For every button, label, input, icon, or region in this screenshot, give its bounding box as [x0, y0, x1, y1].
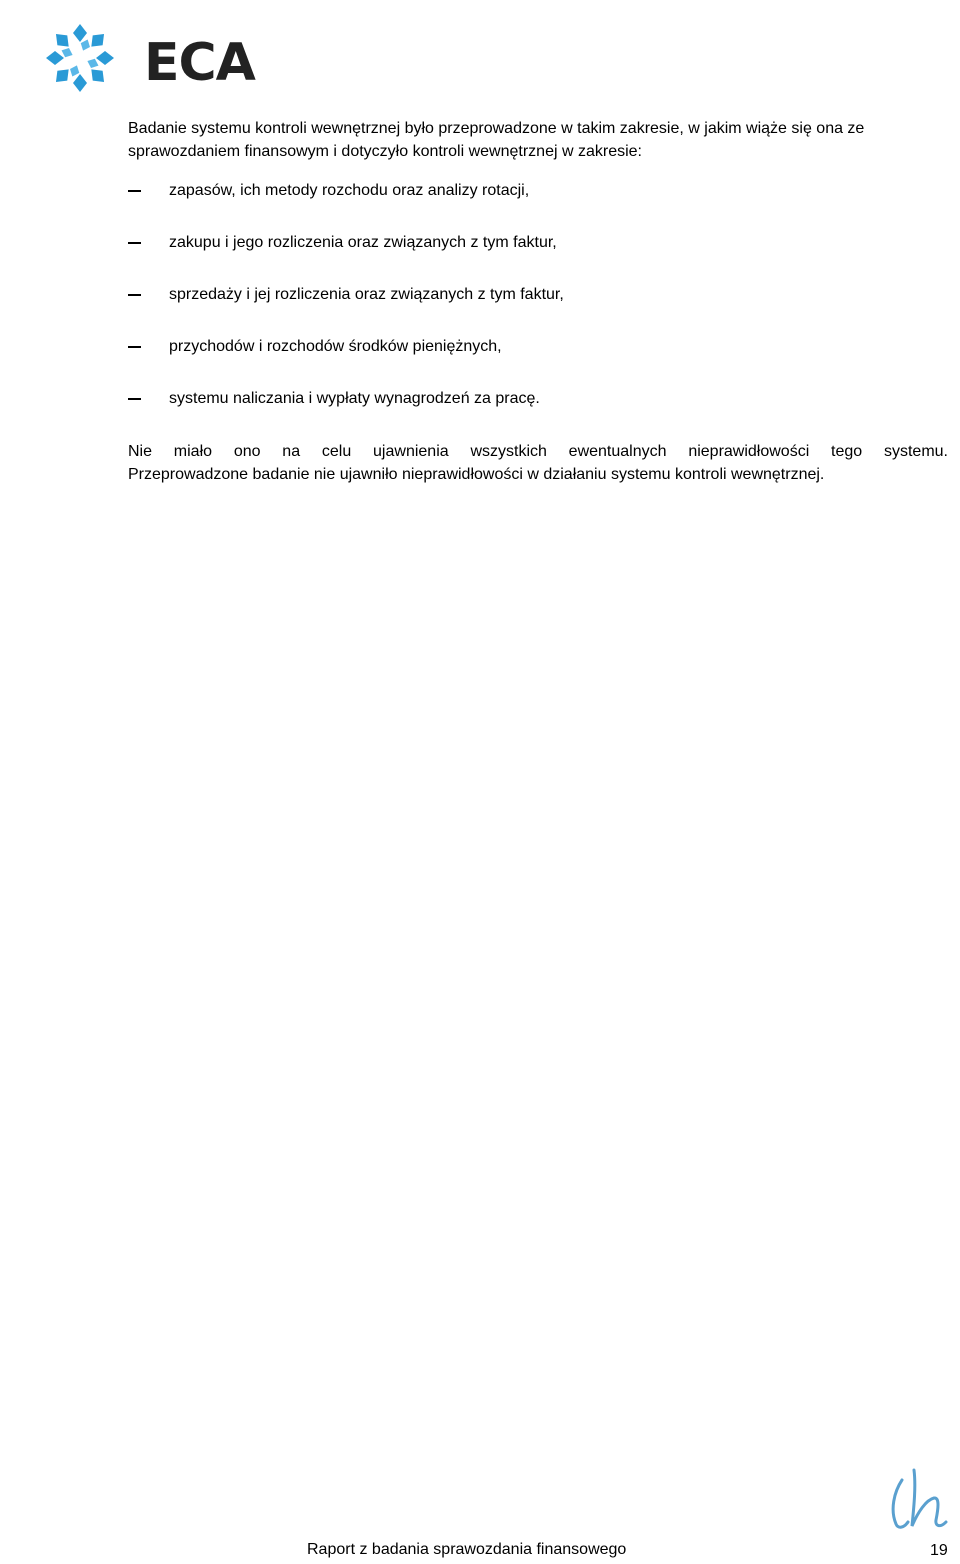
dash-bullet — [128, 190, 141, 192]
document-body — [128, 117, 948, 486]
list-item — [128, 335, 948, 387]
intro-paragraph: Badanie systemu kontroli wewnętrznej było przeprowadzone w takim zakresie, w jakim wiąże się ona ze sprawozdaniem finansowym i dotyczyło kontroli wewnętrznej w zakresie: — [128, 120, 865, 160]
conclusion-line-1: Nie miało ono na celu ujawnienia wszystkich ewentualnych nieprawidłowości tego systemu. — [128, 443, 948, 460]
list-item-text: systemu naliczania i wypłaty wynagrodzeń za pracę. — [169, 390, 540, 407]
dash-bullet — [128, 346, 141, 348]
conclusion-paragraph — [128, 440, 948, 486]
list-item-text: przychodów i rozchodów środków pieniężnych, — [169, 338, 502, 355]
list-item — [128, 179, 948, 231]
list-item — [128, 387, 948, 440]
footer-title: Raport z badania sprawozdania finansowego — [307, 1541, 627, 1558]
list-item-text: zapasów, ich metody rozchodu oraz analizy rotacji, — [169, 182, 530, 199]
conclusion-line-2: Przeprowadzone badanie nie ujawniło nieprawidłowości w działaniu systemu kontroli wewnętrznej. — [128, 466, 825, 483]
dash-bullet — [128, 242, 141, 244]
dash-bullet — [128, 294, 141, 296]
list-item-text: sprzedaży i jej rozliczenia oraz związanych z tym faktur, — [169, 286, 564, 303]
list-item — [128, 231, 948, 283]
eca-star-icon — [40, 20, 260, 96]
logo-text: ECA — [144, 33, 255, 93]
dash-bullet — [128, 398, 141, 400]
page-number: 19 — [930, 1542, 948, 1559]
list-item — [128, 283, 948, 335]
list-item-text: zakupu i jego rozliczenia oraz związanych z tym faktur, — [169, 234, 557, 251]
scope-list — [128, 179, 948, 440]
eca-logo — [40, 20, 260, 96]
signature-initials — [884, 1466, 954, 1538]
